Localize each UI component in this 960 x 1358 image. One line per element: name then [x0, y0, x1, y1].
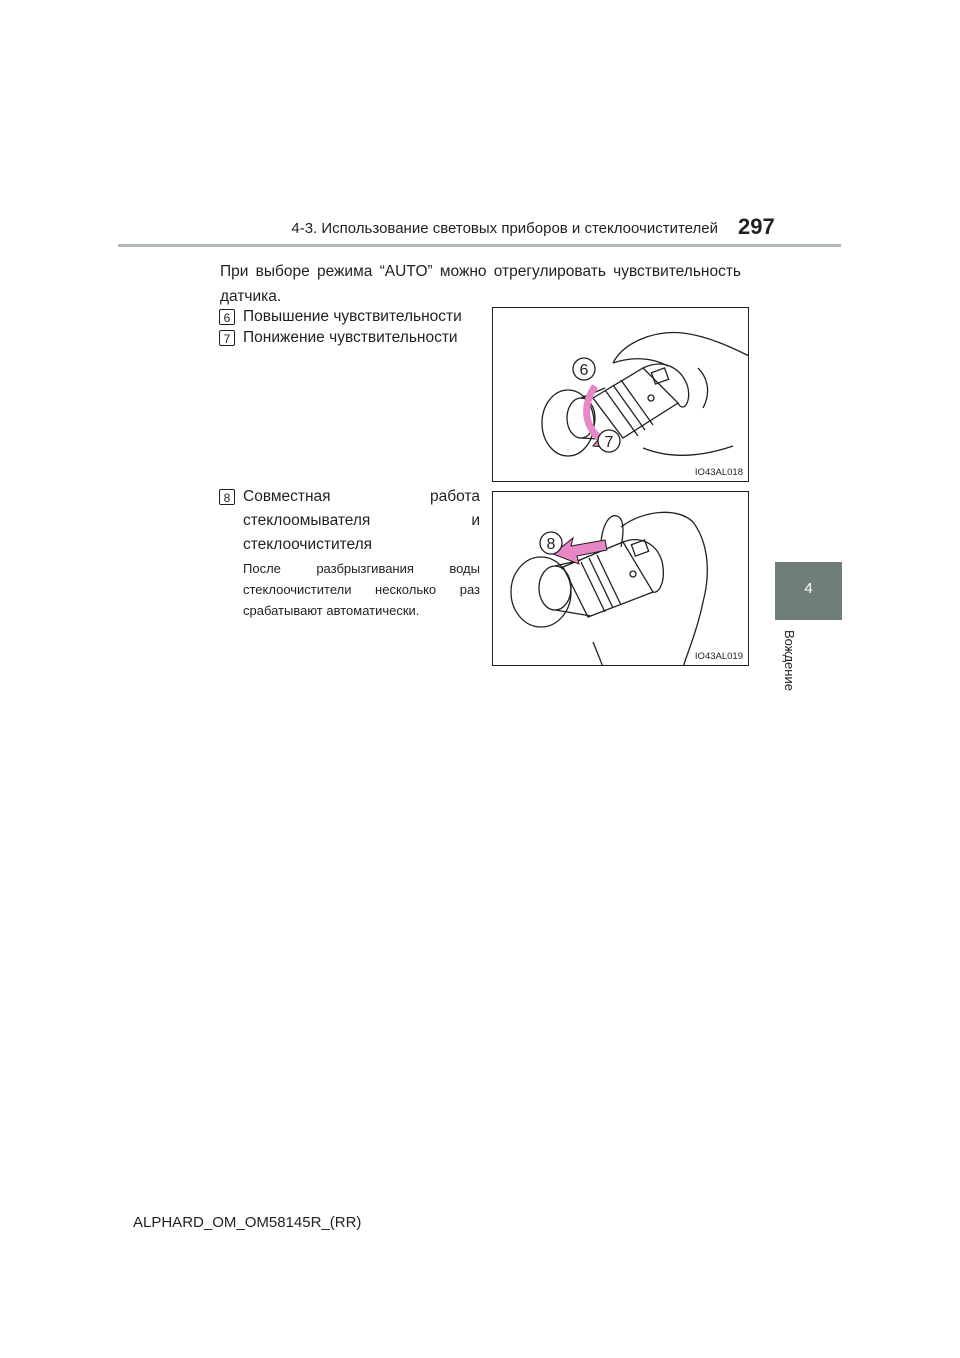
stalk-pull-illustration: [493, 492, 749, 666]
callout-6: 6: [579, 362, 589, 379]
page-number: 297: [738, 214, 775, 239]
document-code: ALPHARD_OM_OM58145R_(RR): [133, 1214, 362, 1231]
chapter-label: Вождение: [782, 630, 797, 691]
callout-8: 8: [546, 536, 556, 553]
callout-7: 7: [604, 434, 614, 451]
note-line-2: стеклоочистители несколько раз: [243, 582, 480, 597]
item-decrease-sensitivity: Понижение чувствительности: [243, 329, 458, 346]
note-line-1: После разбрызгивания воды: [243, 561, 480, 576]
figure-code: IO43AL018: [694, 467, 743, 478]
intro-line-1: При выборе режима “AUTO” можно отрегулировать чувствительность: [220, 263, 741, 280]
stalk-illustration: [493, 308, 749, 482]
figure-code: IO43AL019: [694, 651, 743, 662]
item-increase-sensitivity: Повышение чувствительности: [243, 308, 462, 325]
header-divider: [118, 244, 841, 247]
section-title: 4-3. Использование световых приборов и стеклоочистителей: [291, 220, 718, 237]
marker-8: 8: [219, 489, 235, 505]
item-washer-line-3: стеклоочистителя: [243, 536, 373, 553]
item-washer-line-1: Совместная работа: [243, 488, 480, 505]
note-line-3: срабатывают автоматически.: [243, 603, 420, 618]
marker-6: 6: [219, 309, 235, 325]
item-washer-line-2: стеклоомывателя и: [243, 512, 480, 529]
figure-washer-pull: [492, 491, 749, 666]
chapter-number: 4: [804, 580, 813, 597]
figure-sensitivity-dial: [492, 307, 749, 482]
intro-line-2: датчика.: [220, 288, 282, 305]
marker-7: 7: [219, 330, 235, 346]
